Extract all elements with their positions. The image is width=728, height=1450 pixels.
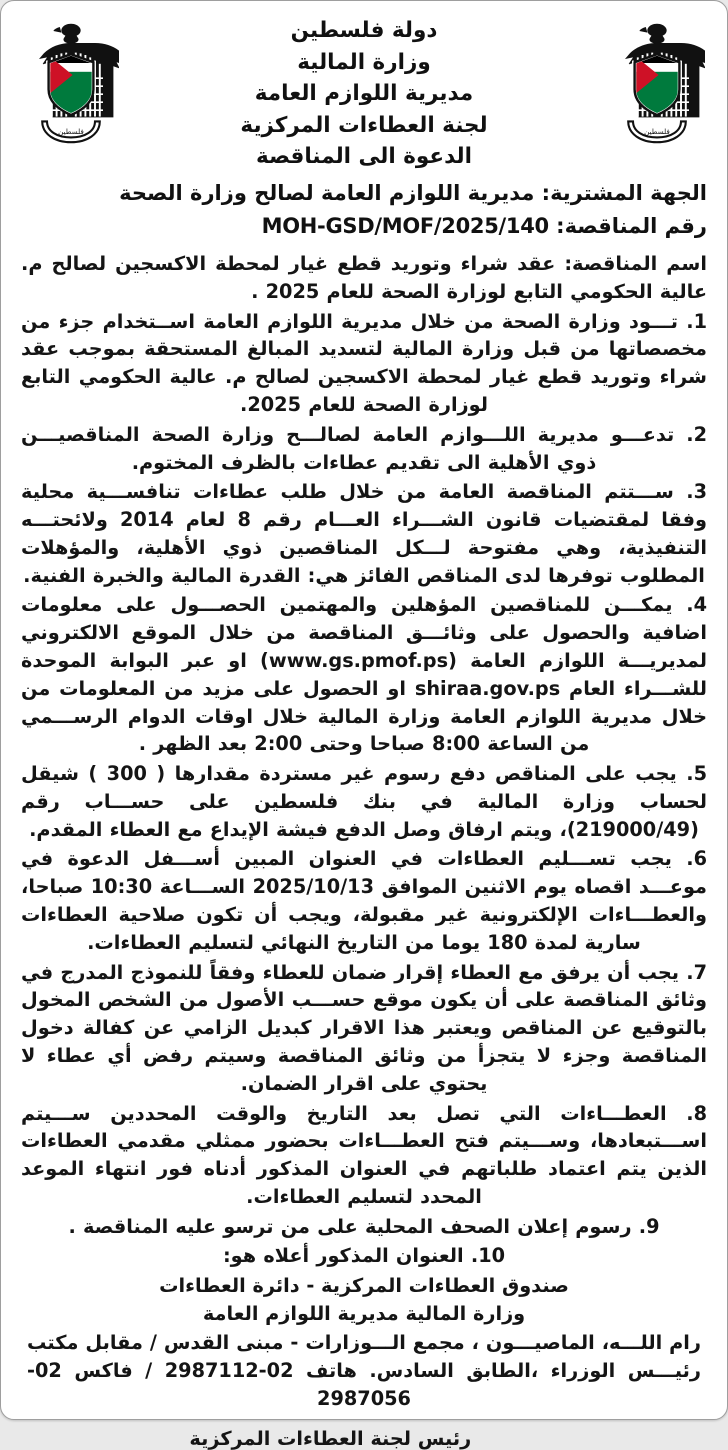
tender-name-paragraph: اسم المناقصة: عقد شراء وتوريد قطع غيار لمحطة الاكسجين لصالح م. عالية الحكومي التابع لوزارة الصحة للعام 2025 . bbox=[21, 252, 707, 303]
palestine-coat-of-arms-icon-left bbox=[23, 15, 119, 147]
clause-9: 9. رسوم إعلان الصحف المحلية على من ترسو عليه المناقصة . bbox=[68, 1214, 660, 1238]
title-line-ministry: وزارة المالية bbox=[297, 49, 431, 75]
title-line-directorate: مديرية اللوازم العامة bbox=[254, 81, 474, 107]
title-line-committee: لجنة العطاءات المركزية bbox=[240, 112, 488, 138]
document-body bbox=[15, 246, 713, 1450]
subheader-block bbox=[15, 175, 713, 242]
clause-6: 6. يجب تســـليم العطاءات في العنوان المبين أســـفل الدعوة في موعـــد اقصاه يوم الاثنين الموافق 2025/10/13 الســـاعة 10:30 صباحا، والعطـــاءات الإلكترونية غير مقبولة، ويجب أن تكون صلاحية العطاءات سارية لمدة 180 يوما من التاريخ النهائي لتسليم العطاءات. bbox=[21, 847, 707, 954]
clause-5: 5. يجب على المناقص دفع رسوم غير مستردة مقدارها ( 300 ) شيقل لحساب وزارة المالية في بنك فلسطين على حســـاب رقم (219000/49)، ويتم ارفاق وصل الدفع فيشة الإيداع مع العطاء المقدم. bbox=[21, 762, 707, 841]
address-line-fund: صندوق العطاءات المركزية - دائرة العطاءات bbox=[159, 1274, 569, 1298]
svg-text:فلسطين: فلسطين bbox=[644, 127, 670, 137]
address-line-ministry: وزارة المالية مديرية اللوازم العامة bbox=[202, 1302, 526, 1326]
palestine-coat-of-arms-icon-right bbox=[609, 15, 705, 147]
signature-title: رئيس لجنة العطاءات المركزية bbox=[189, 1427, 472, 1450]
address-block bbox=[21, 1272, 707, 1413]
clause-2: 2. تدعـــو مديرية اللـــوازم العامة لصالـــح وزارة الصحة المناقصيـــن ذوي الأهلية الى تقديم عطاءات بالظرف المختوم. bbox=[21, 422, 707, 474]
address-line-location-contact: رام اللـــه، الماصيـــون ، مجمع الـــوزارات - مبنى القدس / مقابل مكتب رئيـــس الوزراء ،الطابق السادس. هاتف 02-2987112 / فاكس 02-2987056 bbox=[27, 1330, 701, 1410]
clause-10: 10. العنوان المذكور أعلاه هو: bbox=[222, 1244, 506, 1268]
clause-3: 3. ســـتتم المناقصة العامة من خلال طلب عطاءات تنافســـية محلية وفقا لمقتضيات قانون الشـــراء العـــام رقم 8 لعام 2014 ولائحتـــه التنفيذية، وهي مفتوحة لـــكل المناقصين ذوي الأهلية، والمؤهلات المطلوب توفرها لدى المناقص الفائز هي: القدرة المالية والخبرة الفنية. bbox=[21, 480, 707, 587]
title-line-state: دولة فلسطين bbox=[290, 18, 438, 43]
clause-4: 4. يمكـــن للمناقصين المؤهلين والمهتمين الحصـــول على معلومات اضافية والحصول على وثائـــق المناقصة من خلال الموقع الالكتروني لمديريـــة اللوازم العامة (www.gs.pmof.ps) او عبر البوابة الموحدة للشـــراء العام shiraa.gov.ps او الحصول على مزيد من المعلومات من خلال مديرية اللوازم العامة وزارة المالية خلال اوقات الدوام الرســـمي من الساعة 8:00 صباحا وحتى 2:00 بعد الظهر . bbox=[21, 593, 707, 756]
tender-number-line: رقم المناقصة: MOH-GSD/MOF/2025/140 bbox=[261, 213, 707, 238]
clause-7: 7. يجب أن يرفق مع العطاء إقرار ضمان للعطاء وفقاً للنموذج المدرج في وثائق المناقصة على أن يكون موقع حســـب الأصول من الشخص المخول بالتوقيع عن المناقص ويعتبر هذا الاقرار كبديل الزامي عن كفالة دخول المناقصة وجزء لا يتجزأ من وثائق المناقصة وسيتم رفض أي عطاء لا يحتوي على اقرار الضمان. bbox=[21, 960, 707, 1095]
title-line-invitation: الدعوة الى المناقصة bbox=[256, 144, 472, 170]
header-title-block bbox=[119, 15, 609, 173]
clause-8: 8. العطـــاءات التي تصل بعد التاريخ والوقت المحددين ســـيتم اســـتبعادها، وســـيتم فتح العطـــاءات بحضور ممثلي مقدمي العطاءات الذين يتم اعتماد طلباتهم في العنوان المذكور أدناه فور انتهاء الموعد المحدد لتسليم العطاءات. bbox=[21, 1101, 707, 1208]
clause-1: 1. تـــود وزارة الصحة من خلال مديرية اللوازم العامة اســتخدام جزء من مخصصاتها من قبل وزارة المالية لتسديد المبالغ المستحقة بموجب عقد شراء وتوريد قطع غيار لمحطة الاكسجين لصالح م. عالية الحكومي التابع لوزارة الصحة للعام 2025. bbox=[21, 309, 707, 416]
svg-text:فلسطين: فلسطين bbox=[58, 127, 84, 137]
purchasing-entity-line: الجهة المشترية: مديرية اللوازم العامة لصالح وزارة الصحة bbox=[119, 180, 707, 205]
document-header bbox=[15, 11, 713, 173]
signature-block bbox=[21, 1427, 707, 1450]
